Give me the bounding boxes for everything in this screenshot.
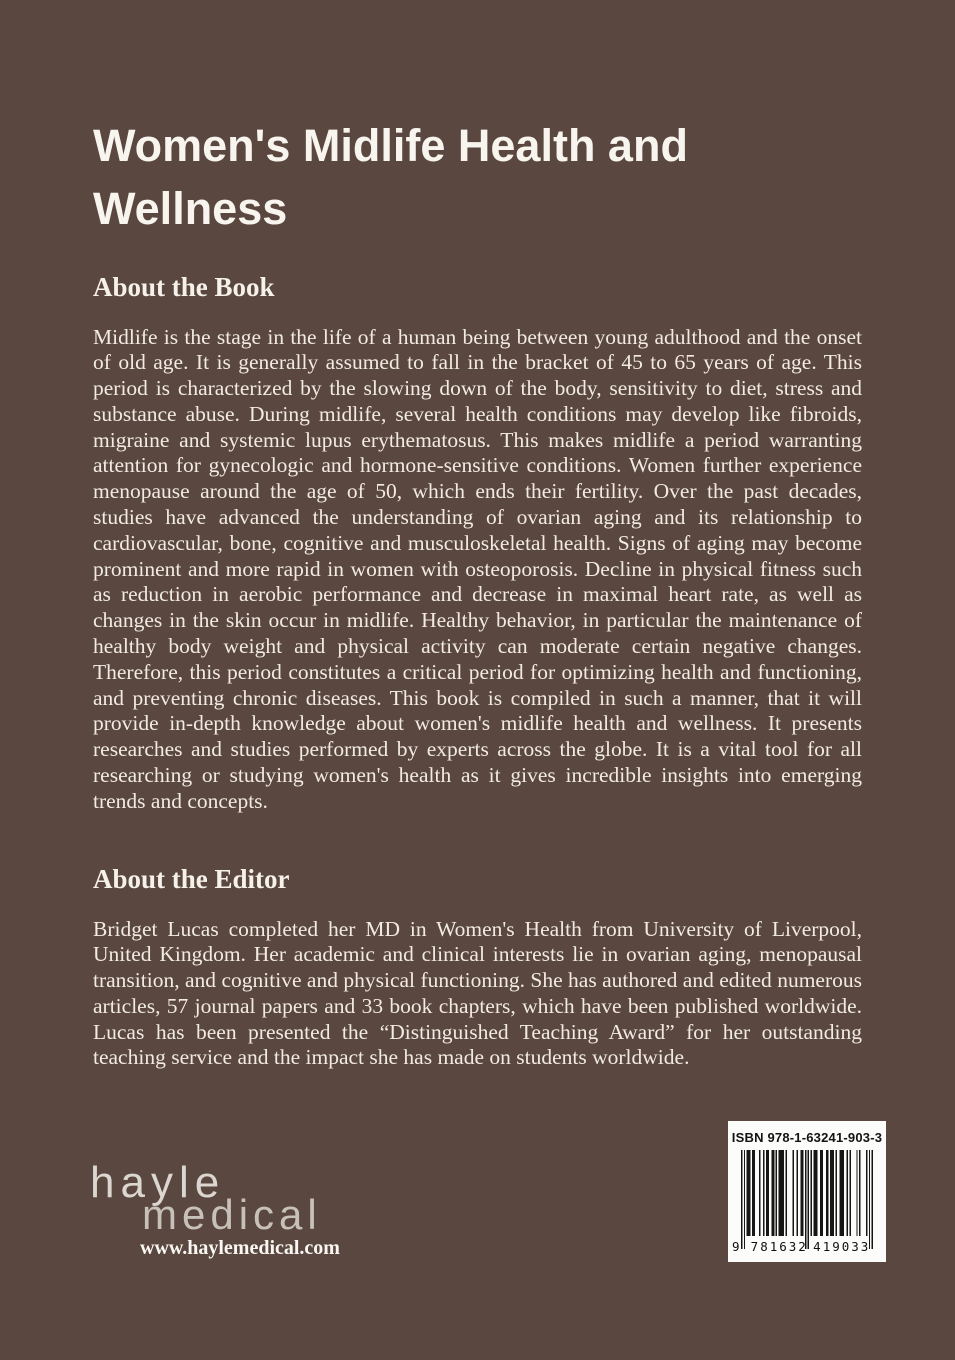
isbn-barcode-box <box>728 1121 886 1262</box>
barcode-digit-group: 9 <box>732 1239 740 1254</box>
publisher-logo-medical: medical <box>142 1191 322 1238</box>
publisher-website: www.haylemedical.com <box>140 1237 340 1259</box>
barcode-digit-group: 781632 <box>750 1239 808 1254</box>
barcode-bars <box>732 1150 873 1254</box>
section-heading-about-editor: About the Editor <box>93 864 290 895</box>
publisher-logo-hayle: hayle <box>90 1158 226 1207</box>
book-title: Women's Midlife Health and Wellness <box>93 120 688 235</box>
barcode-digit-group: 419033 <box>813 1239 871 1254</box>
about-editor-paragraph: Bridget Lucas completed her MD in Women's Health from University of Liverpool, United Kingdom. Her academic and clinical interests lie in ovarian aging, menopausal transition, and cognitive and physical functioning. She has authored and edited numerous articles, 57 journal papers and 33 book chapters, which have been published worldwide. Lucas has been presented the “Distinguished Teaching Award” for her outstanding teaching service and the impact she has made on students worldwide. <box>93 916 862 1070</box>
about-book-paragraph: Midlife is the stage in the life of a human being between young adulthood and the onset of old age. It is generally assumed to fall in the bracket of 45 to 65 years of age. This period is characterized by the slowing down of the body, sensitivity to diet, stress and substance abuse. During midlife, several health conditions may develop like fibroids, migraine and systemic lupus erythematosus. This makes midlife a period warranting attention for gynecologic and hormone-sensitive conditions. Women further experience menopause around the age of 50, which ends their fertility. Over the past decades, studies have advanced the understanding of ovarian aging and its relationship to cardiovascular, bone, cognitive and musculoskeletal health. Signs of aging may become prominent and more rapid in women with osteoporosis. Decline in physical fitness such as reduction in aerobic performance and decrease in maximal heart rate, as well as changes in the skin occur in midlife. Healthy behavior, in particular the maintenance of healthy body weight and physical activity can moderate certain negative changes. Therefore, this period constitutes a critical period for optimizing health and functioning, and preventing chronic diseases. This book is compiled in such a manner, that it will provide in-depth knowledge about women's midlife health and wellness. It presents researches and studies performed by experts across the globe. It is a vital tool for all researching or studying women's health as it gives incredible insights into emerging trends and concepts. <box>93 324 862 813</box>
section-heading-about-book: About the Book <box>93 272 275 303</box>
isbn-label: ISBN 978-1-63241-903-3 <box>731 1130 883 1145</box>
barcode-number <box>732 1237 873 1254</box>
